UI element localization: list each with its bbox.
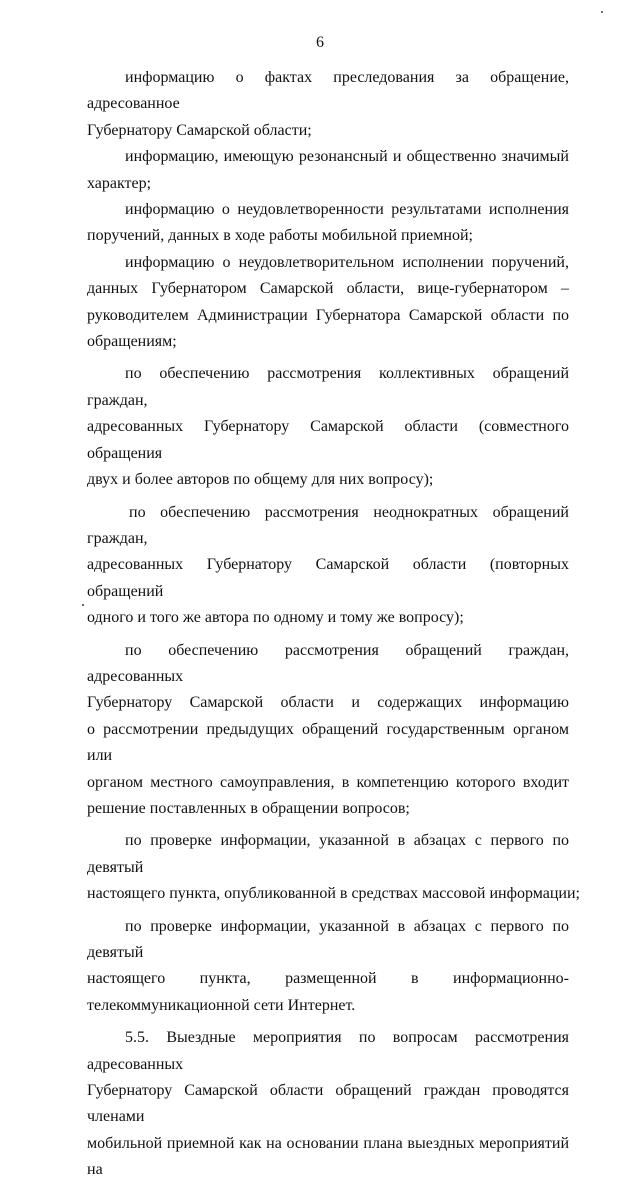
text-line: по проверке информации, указанной в абзацах с первого по девятый <box>87 917 569 961</box>
text-line: адресованных Губернатору Самарской области (повторных обращений <box>87 556 569 600</box>
paragraph-section-5-5 <box>87 1025 569 1183</box>
text-line: по обеспечению рассмотрения коллективных обращений граждан, <box>87 365 569 409</box>
text-line: настоящего пункта, размещенной в информационно- <box>87 970 569 988</box>
text-line: 5.5. Выездные мероприятия по вопросам рассмотрения адресованных <box>87 1029 569 1073</box>
scan-speck-mark <box>82 604 84 606</box>
text-line: информацию о неудовлетворенности результатами исполнения <box>125 201 569 219</box>
text-line: характер; <box>87 174 152 192</box>
text-line: информацию о фактах преследования за обращение, адресованное <box>87 69 569 113</box>
text-line: органом местного самоуправления, в компетенцию которого входит <box>87 773 569 791</box>
text-line: информацию о неудовлетворительном исполнении поручений, <box>125 253 569 271</box>
text-line: данных Губернатором Самарской области, вице-губернатором – <box>87 280 569 298</box>
scan-dot-mark <box>601 11 603 13</box>
text-line: по обеспечению рассмотрения неоднократных обращений граждан, <box>87 503 569 547</box>
text-line: обращениям; <box>87 333 177 351</box>
paragraph-resonant-info <box>87 144 569 197</box>
paragraph-collective-appeals <box>87 361 569 493</box>
paragraph-dissatisfaction-info <box>87 197 569 250</box>
text-line: поручений, данных в ходе работы мобильной приемной; <box>87 227 473 245</box>
text-line: телекоммуникационной сети Интернет. <box>87 996 356 1014</box>
text-line: информацию, имеющую резонансный и общественно значимый <box>125 148 569 166</box>
text-line: Губернатору Самарской области и содержащих информацию <box>87 694 569 712</box>
paragraph-persecution-info <box>87 65 569 144</box>
paragraph-internet-check <box>87 914 569 1020</box>
document-body <box>87 65 580 1184</box>
text-line: по обеспечению рассмотрения обращений граждан, адресованных <box>87 641 569 685</box>
text-line: Губернатору Самарской области обращений граждан проводятся членами <box>87 1082 569 1126</box>
page-number: 6 <box>316 34 324 51</box>
text-line: настоящего пункта, опубликованной в средствах массовой информации; <box>87 885 580 903</box>
text-line: по проверке информации, указанной в абзацах с первого по девятый <box>87 832 569 876</box>
text-line: одного и того же автора по одному и тому же вопросу); <box>87 609 464 627</box>
text-line: руководителем Администрации Губернатора Самарской области по <box>87 306 569 324</box>
text-line: решение поставленных в обращении вопросов; <box>87 799 410 817</box>
text-line: мобильной приемной как на основании плана выездных мероприятий на <box>87 1134 569 1179</box>
paragraph-previous-appeals <box>87 638 569 823</box>
paragraph-mass-media-check <box>87 828 580 907</box>
paragraph-repeated-appeals <box>87 500 569 632</box>
text-line: адресованных Губернатору Самарской области (совместного обращения <box>87 418 569 462</box>
text-line: двух и более авторов по общему для них вопросу); <box>87 471 434 489</box>
text-line: о рассмотрении предыдущих обращений государственным органом или <box>87 720 569 765</box>
text-line: Губернатору Самарской области; <box>87 121 312 139</box>
paragraph-unsatisfactory-execution <box>87 250 569 356</box>
